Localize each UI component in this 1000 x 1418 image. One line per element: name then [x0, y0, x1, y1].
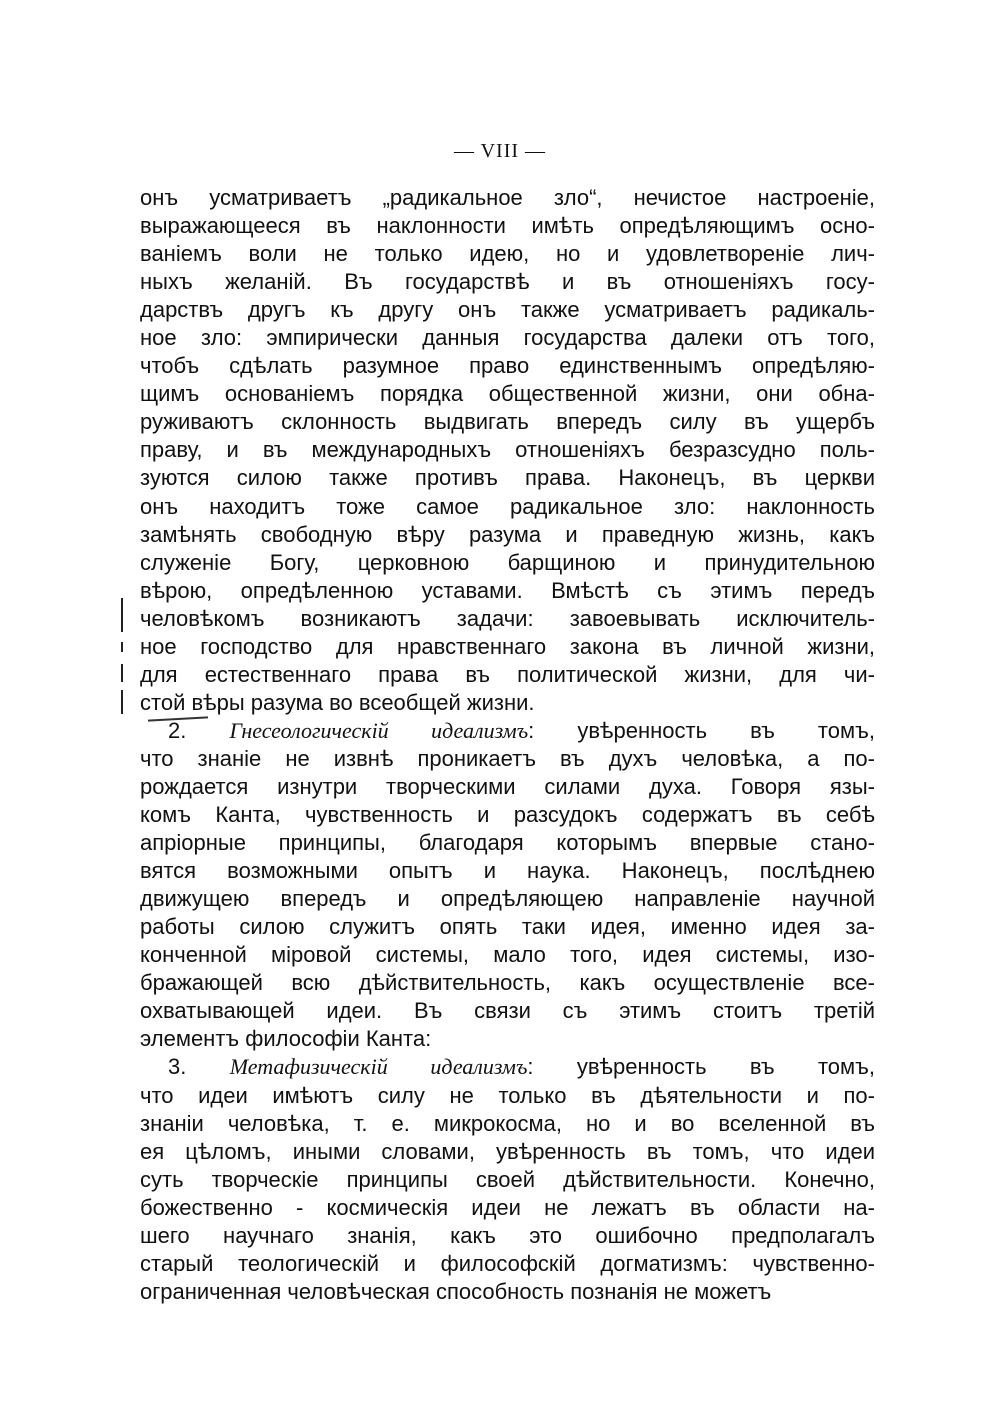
- text-line: онъ усматриваетъ „радикальное зло“, нечистое настроеніе,: [140, 185, 875, 210]
- text-line: охватывающей идеи. Въ связи съ этимъ стоитъ третій: [140, 998, 875, 1024]
- line-text: : увѣренность въ томъ,: [527, 1054, 875, 1080]
- text-line: замѣнять свободную вѣру разума и праведную жизнь, какъ: [140, 521, 875, 547]
- margin-mark: [121, 642, 123, 652]
- margin-mark: [121, 598, 123, 632]
- text-line: ея цѣломъ, иными словами, увѣренность въ томъ, что идеи: [140, 1138, 875, 1164]
- text-line: выражающееся въ наклонности имѣть опредѣляющимъ осно-: [140, 213, 875, 239]
- text-line: суть творческіе принципы своей дѣйствительности. Конечно,: [140, 1166, 875, 1192]
- text-line: что знаніе не извнѣ проникаетъ въ духъ человѣка, а по-: [140, 745, 875, 771]
- text-line: движущею впередъ и опредѣляющею направленіе научной: [140, 886, 875, 912]
- text-line: человѣкомъ возникаютъ задачи: завоевывать исключитель-: [140, 605, 875, 631]
- page-number: — VIII —: [453, 140, 547, 162]
- text-line: элементъ философіи Канта:: [140, 1026, 432, 1052]
- text-line: ное зло: эмпирически данныя государства далеки отъ того,: [140, 325, 875, 351]
- text-line: онъ находитъ тоже самое радикальное зло: наклонность: [140, 493, 875, 519]
- section-number: 3.: [168, 1054, 187, 1080]
- section-heading: Гнесеологическій идеализмъ: [229, 717, 529, 743]
- text-line: чтобъ сдѣлать разумное право единственнымъ опредѣляю-: [140, 353, 875, 379]
- text-line: ваніемъ воли не только идею, но и удовлетвореніе лич-: [140, 241, 875, 267]
- text-line: стой вѣры разума во всеобщей жизни.: [140, 689, 535, 715]
- text-line: щимъ основаніемъ порядка общественной жизни, они обна-: [140, 381, 875, 407]
- page-body: [140, 184, 875, 1306]
- text-line: для естественнаго права въ политической жизни, для чи-: [140, 661, 875, 687]
- text-line: праву, и въ международныхъ отношеніяхъ безразсудно поль-: [140, 437, 875, 463]
- section-heading: Метафизическій идеализмъ: [229, 1054, 528, 1080]
- text-line: вѣрою, опредѣленною уставами. Вмѣстѣ съ этимъ передъ: [140, 577, 875, 603]
- text-line: зуются силою также противъ права. Наконецъ, въ церкви: [140, 465, 875, 491]
- text-line: божественно - космическія идеи не лежатъ въ области на-: [140, 1194, 875, 1220]
- text-line: апріорные принципы, благодаря которымъ впервые стано-: [140, 830, 875, 856]
- text-line: [140, 717, 875, 745]
- text-line: вятся возможными опытъ и наука. Наконецъ, послѣднею: [140, 858, 875, 884]
- text-line: работы силою служитъ опять таки идея, именно идея за-: [140, 914, 875, 940]
- text-line: знаніи человѣка, т. е. микрокосма, но и во вселенной въ: [140, 1110, 875, 1136]
- text-line: бражающей всю дѣйствительность, какъ осуществленіе все-: [140, 970, 875, 996]
- text-line: рождается изнутри творческими силами духа. Говоря язы-: [140, 773, 875, 799]
- text-line: шего научнаго знанія, какъ это ошибочно предполагалъ: [140, 1222, 875, 1248]
- text-line: [140, 1053, 875, 1081]
- line-text: : увѣренность въ томъ,: [528, 717, 875, 743]
- text-line: конченной міровой системы, мало того, идея системы, изо-: [140, 942, 875, 968]
- text-line: ное господство для нравственнаго закона въ личной жизни,: [140, 633, 875, 659]
- margin-mark: [121, 690, 123, 714]
- text-line: ныхъ желаній. Въ государствѣ и въ отношеніяхъ госу-: [140, 269, 875, 295]
- text-line: служеніе Богу, церковною барщиною и принудительною: [140, 549, 875, 575]
- text-line: комъ Канта, чувственность и разсудокъ содержатъ въ себѣ: [140, 802, 875, 828]
- margin-mark: [121, 664, 123, 682]
- section-number: 2.: [168, 717, 187, 743]
- text-line: ограниченная человѣческая способность познанія не можетъ: [140, 1278, 772, 1304]
- text-line: что идеи имѣютъ силу не только въ дѣятельности и по-: [140, 1082, 875, 1108]
- text-line: руживаютъ склонность выдвигать впередъ силу въ ущербъ: [140, 409, 875, 435]
- text-line: дарствъ другъ къ другу онъ также усматриваетъ радикаль-: [140, 297, 875, 323]
- text-line: старый теологическій и философскій догматизмъ: чувственно-: [140, 1250, 875, 1276]
